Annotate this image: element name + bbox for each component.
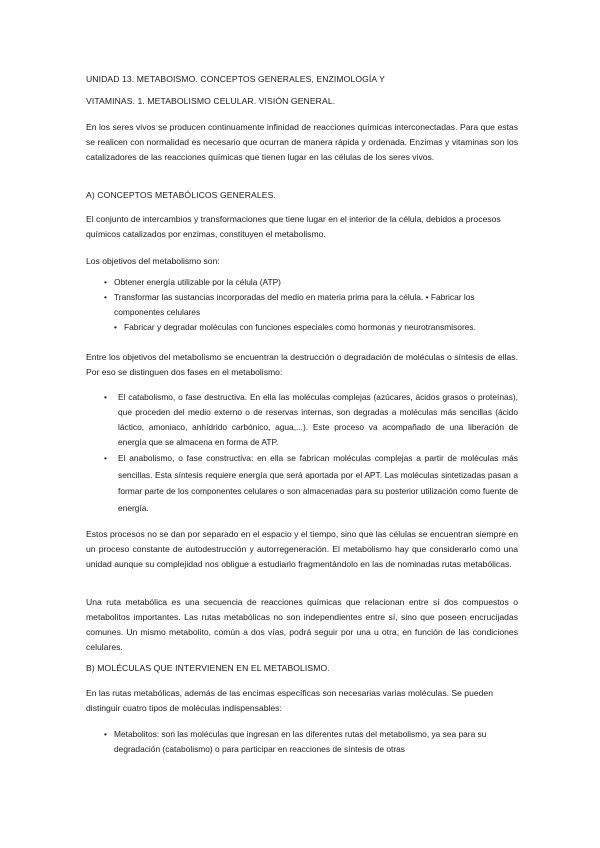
section-a-paragraph: El conjunto de intercambios y transformaciones que tiene lugar en el interior de la célula, debidos a procesos químicos catalizados por enzimas, constituyen el metabolismo. — [86, 214, 501, 239]
route-paragraph: Una ruta metabólica es una secuencia de reacciones químicas que relacionan entre sí dos compuestos o metabolitos importantes. Las rutas metabólicas no son independientes entre sí, sino que poseen encrucijadas comunes. Un mismo metabolito, común a dos vías, podrá seguir por una u otra, en función de las condiciones celulares. — [86, 597, 518, 652]
list-item: • Fabricar y degradar moléculas con funciones especiales como hormonas y neurotransmisores. — [114, 320, 514, 335]
list-item: • El anabolismo, o fase constructiva: en ella se fabrican moléculas complejas a partir de moléculas más sencillas. Esta síntesis requiere energía que será aportada por el APT. Las moléculas sintetizadas pasan a formar parte de los componentes celulares o son almacenadas para su posterior utilización como fuente de energía. — [104, 450, 518, 516]
list-item: • Metabolitos: son las moléculas que ingresan en las diferentes rutas del metabolismo, ya sea para su degradación (catabolismo) o para participar en reacciones de síntesis de otras — [104, 727, 518, 757]
intro-paragraph: En los seres vivos se producen continuamente infinidad de reacciones químicas interconectadas. Para que estas se realicen con normalidad es necesario que ocurran de manera rápida y ordenada. Enzimas y vitaminas son los catalizadores de las reacciones químicas que tienen lugar en las células de los seres vivos. — [86, 122, 518, 162]
molecules-list — [104, 727, 518, 757]
phases-list — [104, 390, 518, 516]
document-title-line2: VITAMINAS. 1. METABOLISMO CELULAR. VISIÓN GENERAL. — [86, 96, 336, 106]
objectives-sublist — [114, 320, 514, 335]
list-item: • El catabolismo, o fase destructiva. En ella las moléculas complejas (azúcares, ácidos grasos o proteínas), que proceden del medio externo o de reservas internas, son degradas a moléculas más sencillas (ácido láctico, amoniaco, anhídrido carbónico, agua,...). Este proceso va acompañado de una liberación de energía que se almacena en forma de ATP. — [104, 390, 518, 450]
section-a-heading: A) CONCEPTOS METABÓLICOS GENERALES. — [86, 190, 276, 200]
objectives-list — [104, 275, 504, 320]
processes-paragraph: Estos procesos no se dan por separado en el espacio y el tiempo, sino que las células se encuentran siempre en un proceso constante de autodestrucción y autorregeneración. El metabolismo hay que considerarlo como una unidad aunque su complejidad nos obligue a estudiarlo fragmentándolo en las de nominadas rutas metabólicas. — [86, 529, 518, 569]
document-title-line1: UNIDAD 13. METABOISMO. CONCEPTOS GENERALES, ENZIMOLOGÍA Y — [86, 74, 385, 84]
section-b-paragraph: En las rutas metabólicas, además de las encimas específicas son necesarias varias moléculas. Se pueden distinguir cuatro tipos de moléculas indispensables: — [86, 688, 493, 713]
list-item: • Obtener energía utilizable por la célula (ATP) — [104, 275, 504, 290]
list-item: • Transformar las sustancias incorporadas del medio en materia prima para la célula. • Fabricar los componentes celulares — [104, 290, 504, 320]
phases-intro: Entre los objetivos del metabolismo se encuentran la destrucción o degradación de moléculas o síntesis de ellas. Por eso se distinguen dos fases en el metabolismo: — [86, 352, 518, 377]
section-b-heading: B) MOLÉCULAS QUE INTERVIENEN EN EL METABOLISMO. — [86, 663, 330, 673]
objectives-intro: Los objetivos del metabolismo son: — [86, 256, 220, 266]
